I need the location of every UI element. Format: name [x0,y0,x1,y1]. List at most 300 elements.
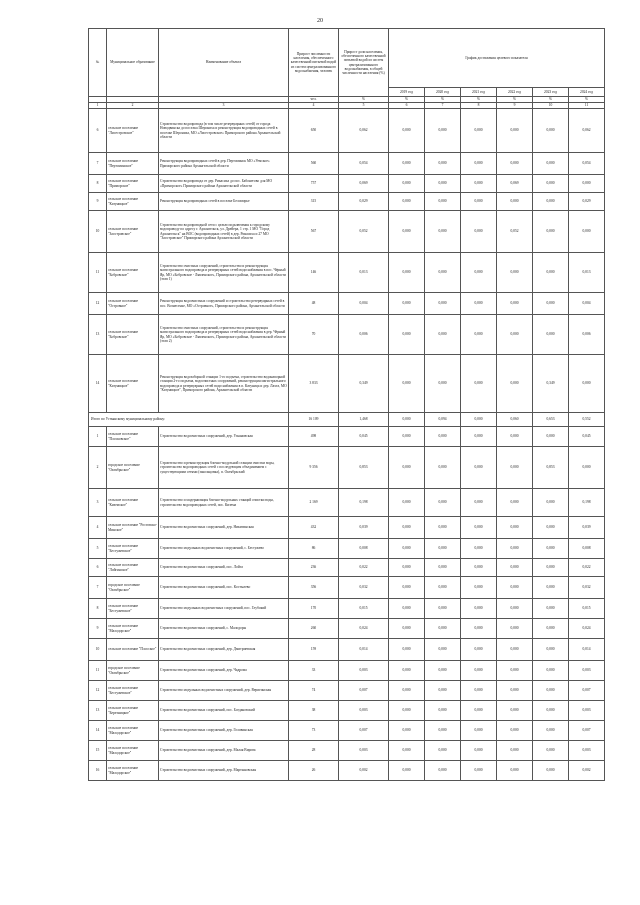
table-row [89,193,605,211]
row-year-value: 0,000 [461,211,497,253]
row-year-value: 0,000 [389,293,425,315]
row-share: 0,022 [339,559,389,577]
table-row [89,599,605,619]
total-year-value: 0,000 [389,413,425,427]
row-municipality: сельское поселение "Бобровское" [107,253,159,293]
row-year-value: 0,003 [569,661,605,681]
header-index-cell: 5 [339,103,389,109]
header-unit-cell: % [339,97,389,103]
row-number: 2 [89,447,107,489]
row-year-value: 0,000 [533,539,569,559]
row-year-value: 0,002 [569,761,605,781]
row-year-value: 0,000 [497,447,533,489]
header-unit-cell: % [389,97,425,103]
row-share: 0,003 [339,661,389,681]
row-number: 10 [89,211,107,253]
row-object-name: Строительство водопровода (в том числе резервуарных сетей) от города Новодвинска до поселка Шерониха и реконструкция водопроводных сетей в поселке Шерониха, МО «Лисестровское» Приморского района Архангельской области [159,109,289,153]
header-schedule: График достижения целевого показателя [389,29,605,88]
header-object: Наименование объекта [159,29,289,97]
row-year-value: 0,000 [497,599,533,619]
row-year-value: 0,000 [389,639,425,661]
row-object-name: Строительство водоочистных сооружений, дер. Ульяновская [159,427,289,447]
row-municipality: сельское поселение "Плосковское" [107,427,159,447]
row-year-value: 0,069 [497,175,533,193]
row-year-value: 0,062 [569,109,605,153]
row-year-value: 0,000 [497,741,533,761]
row-object-name: Строительство водоочистных сооружений, дер. Мартыновская [159,761,289,781]
row-year-value: 0,000 [497,193,533,211]
row-object-name: Строительство модульных водоочистных сооружений, с. Бестужево [159,539,289,559]
row-year-value: 0,000 [497,661,533,681]
row-year-value: 0,000 [425,153,461,175]
row-year-value: 0,000 [461,293,497,315]
row-year-value: 0,000 [461,253,497,293]
header-unit-cell: % [497,97,533,103]
row-share: 0,014 [339,639,389,661]
row-year-value: 0,000 [389,427,425,447]
row-municipality: сельское поселение "Бобровское" [107,315,159,355]
row-year-value: 0,007 [569,721,605,741]
row-year-value: 0,000 [425,639,461,661]
row-year-value: 0,000 [497,489,533,517]
table-row [89,577,605,599]
row-year-value: 0,054 [569,153,605,175]
table-row [89,741,605,761]
row-population: 260 [289,619,339,639]
header-unit-cell: % [533,97,569,103]
row-year-value: 0,000 [425,355,461,413]
row-year-value: 0,853 [533,447,569,489]
table-row [89,293,605,315]
row-object-name: Строительство очистных сооружений, строительство и реконструкция магистрального водопровода и резервуарных сетей водоснабжения в дер. Чёрный Яр, МО «Бобровское - Лявленское», Приморского района, Архангельской области (этап 2) [159,315,289,355]
row-year-value: 0,052 [497,211,533,253]
row-year-value: 0,000 [389,193,425,211]
row-object-name: Строительство водоочистных сооружений, пос. Костылево [159,577,289,599]
header-unit-cell: % [569,97,605,103]
row-object-name: Строительство водоочистных сооружений, дер. Чадрома [159,661,289,681]
row-year-value: 0,000 [461,559,497,577]
row-number: 13 [89,315,107,355]
row-year-value: 0,000 [425,517,461,539]
row-number: 7 [89,153,107,175]
row-number: 6 [89,559,107,577]
row-year-value: 0,000 [497,619,533,639]
row-share: 0,006 [339,315,389,355]
row-year-value: 0,000 [497,109,533,153]
table-row [89,447,605,489]
row-object-name: Реконструкция водопроводных сетей в поселке Беломорье [159,193,289,211]
row-object-name: Строительство очистных сооружений, строительство и реконструкция магистрального водопровода и резервуарных сетей водоснабжения в пос. Чёрный Яр, МО «Бобровское - Лявленское», Приморского района, Архангельской области (этап 1) [159,253,289,293]
row-year-value: 0,000 [461,721,497,741]
row-number: 10 [89,639,107,661]
row-population: 159 [289,639,339,661]
row-year-value: 0,000 [497,293,533,315]
row-share: 0,007 [339,721,389,741]
header-index-cell: 8 [461,103,497,109]
row-year-value: 0,000 [389,517,425,539]
row-object-name: Строительство модульных водоочистных сооружений, дер. Веригинская [159,681,289,701]
row-year-value: 0,000 [389,661,425,681]
row-population: 48 [289,293,339,315]
row-object-name: Строительство водоочистных сооружений, с. Малодоры [159,619,289,639]
row-population: 498 [289,427,339,447]
row-number: 1 [89,427,107,447]
header-index-cell: 10 [533,103,569,109]
row-object-name: Строительство водоочистных сооружений, дер. Малая Вирова [159,741,289,761]
row-population: 86 [289,539,339,559]
row-share: 0,002 [339,761,389,781]
row-year-value: 0,000 [425,427,461,447]
row-year-value: 0,000 [461,355,497,413]
header-population: Прирост численности населения, обеспеченного качественной питьевой водой из систем централизованного водоснабжения, человек [289,29,339,97]
row-municipality: сельское поселение "Малодорское" [107,741,159,761]
row-year-value: 0,000 [389,721,425,741]
row-population: 28 [289,741,339,761]
row-year-value: 0,000 [497,681,533,701]
row-year-value: 0,000 [497,577,533,599]
row-population: 170 [289,599,339,619]
table-header [89,29,605,109]
header-index-cell: 2 [107,103,159,109]
row-share: 0,013 [339,253,389,293]
row-number: 11 [89,661,107,681]
row-year-value: 0,000 [461,517,497,539]
header-year: 2022 год [497,88,533,97]
row-year-value: 0,000 [461,701,497,721]
header-index-cell: 11 [569,103,605,109]
row-share: 0,015 [339,599,389,619]
table-row [89,253,605,293]
row-year-value: 0,000 [461,539,497,559]
row-year-value: 0,000 [389,153,425,175]
row-year-value: 0,000 [389,619,425,639]
indicator-table [88,28,605,781]
row-year-value: 0,000 [497,427,533,447]
row-year-value: 0,000 [461,153,497,175]
row-year-value: 0,000 [461,193,497,211]
row-municipality: сельское поселение "Малодорское" [107,619,159,639]
total-share: 1,468 [339,413,389,427]
row-object-name: Строительство водопроводной сети с целью подключения к городскому водопроводу по адресу г. Архангельск, ул. Дрейера, 1 стр. 1 МО "Город Архангельск" на ВОС (водопроводных сетей) в дер. Рикасиха и 27 МО "Заостровское" Приморского района Архангельской области [159,211,289,253]
row-year-value: 0,000 [533,211,569,253]
header-unit-cell: чел. [289,97,339,103]
row-year-value: 0,000 [461,619,497,639]
header-unit-cell: % [461,97,497,103]
row-year-value: 0,003 [569,741,605,761]
row-year-value: 0,000 [497,639,533,661]
row-year-value: 0,000 [533,661,569,681]
row-number: 14 [89,721,107,741]
row-year-value: 0,000 [389,701,425,721]
header-year: 2023 год [533,88,569,97]
row-year-value: 0,000 [497,153,533,175]
row-year-value: 0,000 [425,253,461,293]
row-population: 74 [289,681,339,701]
row-municipality: сельское поселение "Киземское" [107,489,159,517]
row-number: 12 [89,293,107,315]
row-share: 0,039 [339,517,389,539]
row-year-value: 0,000 [533,427,569,447]
row-year-value: 0,003 [569,701,605,721]
row-year-value: 0,349 [533,355,569,413]
table-row [89,109,605,153]
row-population: 9 356 [289,447,339,489]
row-year-value: 0,000 [389,577,425,599]
row-municipality: сельское поселение "Заостровское" [107,211,159,253]
row-object-name: Строительство водоочистных сооружений, дер. Никитинская [159,517,289,539]
row-year-value: 0,000 [461,427,497,447]
row-year-value: 0,024 [569,619,605,639]
row-population: 146 [289,253,339,293]
row-year-value: 0,000 [425,701,461,721]
row-share: 0,003 [339,741,389,761]
row-population: 560 [289,153,339,175]
row-year-value: 0,000 [461,175,497,193]
row-year-value: 0,000 [497,355,533,413]
row-population: 38 [289,701,339,721]
row-year-value: 0,000 [461,489,497,517]
row-population: 2 169 [289,489,339,517]
header-year: 2024 год [569,88,605,97]
row-municipality: сельское поселение "Катуницкое" [107,355,159,413]
row-year-value: 0,000 [533,721,569,741]
row-municipality: сельское поселение "Пертоминское" [107,153,159,175]
table-body [89,109,605,781]
row-municipality: сельское поселение "Бестужевское" [107,539,159,559]
row-municipality: сельское поселение "Ростовско-Минское" [107,517,159,539]
row-municipality: городское поселение "Октябрьское" [107,447,159,489]
header-index-cell: 3 [159,103,289,109]
row-year-value: 0,000 [533,741,569,761]
row-municipality: сельское поселение "Малодорское" [107,761,159,781]
row-year-value: 0,022 [569,559,605,577]
row-number: 16 [89,761,107,781]
row-year-value: 0,000 [533,175,569,193]
row-year-value: 0,000 [425,577,461,599]
row-object-name: Реконструкция водоочистных сооружений и строительство резервуарных сетей в пос. Вознесенье, МО «Островное», Приморского района, Архангельской области [159,293,289,315]
row-year-value: 0,007 [569,681,605,701]
row-object-name: Строительство и модернизация блочно-модульных станций очистки воды, строительство водопроводных сетей, пос. Кизема [159,489,289,517]
row-year-value: 0,000 [497,761,533,781]
row-population: 70 [289,315,339,355]
row-share: 0,024 [339,619,389,639]
row-population: 73 [289,721,339,741]
row-share: 0,004 [339,293,389,315]
row-year-value: 0,000 [533,639,569,661]
table-row [89,539,605,559]
row-municipality: сельское поселение "Березницкое" [107,701,159,721]
row-year-value: 0,000 [389,211,425,253]
row-municipality: сельское поселение "Бестужевское" [107,681,159,701]
row-object-name: Строительство водопровода от дер. Рикасиха до пос. Бабонегово для МО «Приморское» Приморского района Архангельской области [159,175,289,193]
row-object-name: Реконструкция водозаборной станции 1-го подъема, строительство водонапорной станции 2-го подъема, водоочистных сооружений, реконструкция магистрального водопровода и резервуарных сетей водоснабжения в п. Катуница и дер. Лахта, МО "Катуницкое", Приморского района, Архангельской области [159,355,289,413]
row-year-value: 0,000 [533,761,569,781]
row-year-value: 0,000 [533,193,569,211]
row-municipality: сельское поселение "Малодорское" [107,721,159,741]
row-year-value: 0,000 [389,741,425,761]
row-year-value: 0,000 [569,447,605,489]
table-row [89,661,605,681]
row-municipality: сельское поселение "Катуницкое" [107,193,159,211]
row-year-value: 0,000 [461,639,497,661]
row-year-value: 0,000 [425,175,461,193]
row-year-value: 0,000 [533,619,569,639]
table-row [89,721,605,741]
row-year-value: 0,000 [425,211,461,253]
table-row [89,639,605,661]
row-municipality: сельское поселение "Лисестровское" [107,109,159,153]
header-num: № [89,29,107,97]
row-year-value: 0,000 [389,355,425,413]
row-year-value: 0,000 [533,109,569,153]
row-year-value: 0,000 [425,539,461,559]
row-municipality: сельское поселение "Островное" [107,293,159,315]
row-year-value: 0,000 [425,761,461,781]
total-year-value: 0,000 [461,413,497,427]
row-share: 0,045 [339,427,389,447]
row-year-value: 0,000 [389,761,425,781]
header-index-cell: 4 [289,103,339,109]
row-year-value: 0,000 [569,355,605,413]
row-year-value: 0,198 [569,489,605,517]
row-year-value: 0,000 [389,599,425,619]
row-year-value: 0,000 [497,721,533,741]
total-year-value: 0,060 [497,413,533,427]
row-year-value: 0,000 [461,109,497,153]
row-year-value: 0,000 [497,253,533,293]
row-year-value: 0,000 [461,577,497,599]
row-number: 9 [89,193,107,211]
row-year-value: 0,000 [461,761,497,781]
row-share: 0,052 [339,211,389,253]
row-year-value: 0,039 [569,517,605,539]
row-number: 6 [89,109,107,153]
total-label: Итого по Устьянскому муниципальному району: [89,413,289,427]
row-share: 0,853 [339,447,389,489]
row-municipality: сельское поселение "Плосское" [107,639,159,661]
row-year-value: 0,000 [389,539,425,559]
header-unit-cell: % [425,97,461,103]
table-row [89,175,605,193]
header-share: Прирост доли населения, обеспеченного качественной питьевой водой из систем централизованного водоснабжения, в общей численности населения (%) [339,29,389,97]
table-row [89,517,605,539]
row-year-value: 0,000 [533,153,569,175]
header-index-cell: 9 [497,103,533,109]
table-row [89,315,605,355]
row-number: 13 [89,701,107,721]
row-year-value: 0,000 [425,489,461,517]
row-year-value: 0,000 [425,447,461,489]
row-number: 8 [89,175,107,193]
row-share: 0,007 [339,681,389,701]
row-year-value: 0,014 [569,639,605,661]
row-population: 236 [289,559,339,577]
table-row [89,701,605,721]
row-year-value: 0,000 [389,447,425,489]
row-year-value: 0,000 [497,517,533,539]
header-year: 2020 год [425,88,461,97]
row-number: 12 [89,681,107,701]
row-year-value: 0,000 [569,175,605,193]
row-municipality: сельское поселение "Лойгинское" [107,559,159,577]
row-year-value: 0,000 [389,175,425,193]
row-year-value: 0,008 [569,539,605,559]
row-year-value: 0,000 [425,721,461,741]
row-share: 0,198 [339,489,389,517]
row-year-value: 0,000 [533,701,569,721]
row-number: 14 [89,355,107,413]
row-number: 8 [89,599,107,619]
header-index-cell: 1 [89,103,107,109]
table-row [89,211,605,253]
row-population: 356 [289,577,339,599]
row-year-value: 0,000 [425,661,461,681]
row-year-value: 0,000 [461,447,497,489]
row-object-name: Строительство водоочистных сооружений, пос. Лойга [159,559,289,577]
row-municipality: сельское поселение "Приморское" [107,175,159,193]
row-object-name: Строительство водоочистных сооружений, дер. Головинская [159,721,289,741]
header-municipality: Муниципальное образование [107,29,159,97]
table-row [89,153,605,175]
row-year-value: 0,000 [497,701,533,721]
row-year-value: 0,006 [569,315,605,355]
row-year-value: 0,000 [533,599,569,619]
row-year-value: 0,000 [389,681,425,701]
row-year-value: 0,029 [569,193,605,211]
table-row [89,619,605,639]
row-municipality: городское поселение "Октябрьское" [107,661,159,681]
row-population: 33 [289,661,339,681]
row-population: 650 [289,109,339,153]
row-year-value: 0,000 [425,619,461,639]
row-year-value: 0,000 [425,193,461,211]
row-year-value: 0,000 [533,293,569,315]
row-year-value: 0,000 [425,559,461,577]
row-object-name: Строительство водоочистных сооружений, пос. Богдановский [159,701,289,721]
row-population: 757 [289,175,339,193]
row-share: 0,062 [339,109,389,153]
row-object-name: Строительство модульных водоочистных сооружений, пос. Глубокий [159,599,289,619]
header-year: 2021 год [461,88,497,97]
table-row [89,681,605,701]
row-share: 0,349 [339,355,389,413]
row-year-value: 0,004 [569,293,605,315]
row-year-value: 0,000 [389,109,425,153]
row-year-value: 0,000 [425,315,461,355]
row-year-value: 0,000 [533,681,569,701]
row-year-value: 0,000 [389,489,425,517]
row-year-value: 0,000 [461,315,497,355]
row-population: 315 [289,193,339,211]
row-year-value: 0,000 [389,315,425,355]
row-share: 0,029 [339,193,389,211]
row-year-value: 0,000 [425,293,461,315]
row-population: 3 833 [289,355,339,413]
row-year-value: 0,000 [497,539,533,559]
row-year-value: 0,000 [533,577,569,599]
row-population: 432 [289,517,339,539]
row-year-value: 0,000 [461,599,497,619]
row-year-value: 0,000 [533,559,569,577]
row-population: 567 [289,211,339,253]
row-share: 0,032 [339,577,389,599]
row-year-value: 0,000 [533,489,569,517]
table-row [89,355,605,413]
row-municipality: сельское поселение "Бестужевское" [107,599,159,619]
table-row [89,559,605,577]
header-index-cell: 7 [425,103,461,109]
row-year-value: 0,045 [569,427,605,447]
